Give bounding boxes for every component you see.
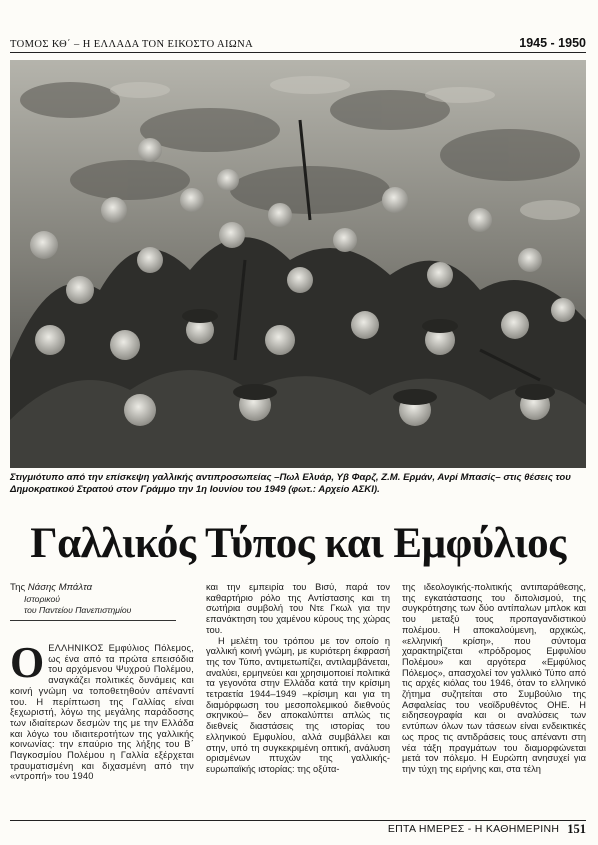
paragraph: και την εμπειρία του Βισύ, παρά τον καθαρτήριο ρόλο της Αντίστασης και τη σωτήρια συμβολή του Ντε Γκωλ για την επανάκτηση του χαμένου κύρους της χώρας του. xyxy=(206,582,390,635)
running-footer xyxy=(10,820,586,835)
byline xyxy=(10,582,194,594)
byline-prefix: Της xyxy=(10,582,28,593)
author-title-1: Ιστορικού xyxy=(24,594,60,604)
lead-text: ΕΛΛΗΝΙΚΟΣ Εμφύλιος Πόλεμος, ως ένα από τα πρώτα επεισόδια του αρχόμενου Ψυχρού Πολέμου, αναγκάζει πολιτικές δυνάμεις και κοινή γνώμη να τοποθετηθούν απέναντί του. Η περίπτωση της Γαλλίας είναι ξεχωριστή, λόγω της μεγάλης παράδοσης των ιδιαίτερων δεσμών της με την Ελλάδα και λόγω του ιδιαιτεροτήτων της γαλλικής κοινωνίας: την επαύριο της λήξης του Β΄ Παγκοσμίου Πολέμου η Γαλλία εξέρχεται τραυματισμένη και διχασμένη από την «ντροπή» του 1940 xyxy=(10,643,194,782)
period-years: 1945 - 1950 xyxy=(519,36,586,50)
article-headline: Γαλλικός Τύπος και Εμφύλιος xyxy=(30,520,566,567)
column-3 xyxy=(402,582,586,818)
volume-title: ΤΟΜΟΣ ΚΘ΄ – Η ΕΛΛΑΔΑ ΤΟΝ ΕΙΚΟΣΤΟ ΑΙΩΝΑ xyxy=(10,39,254,50)
running-header xyxy=(10,36,586,53)
page-number: 151 xyxy=(567,822,586,836)
author-name: Νάσης Μπάλτα xyxy=(27,582,93,593)
drop-cap: Ο xyxy=(10,638,45,687)
column-1 xyxy=(10,582,194,818)
lead-paragraph xyxy=(10,638,194,782)
column-2 xyxy=(206,582,390,818)
article-body xyxy=(10,582,586,818)
author-title-2: του Παντείου Πανεπιστημίου xyxy=(24,605,132,615)
photo-illustration xyxy=(10,60,586,468)
paragraph: της ιδεολογικής-πολιτικής αντιπαράθεσης, της εγκατάστασης του διπολισμού, της συγκρότησης των δύο αντίπαλων μπλοκ και του μεταξύ τους προπαγανδιστικού πολέμου. Η αποκαλούμενη, αρχικώς, «ελληνική κρίση», που σύντομα χαρακτηρίζεται «πρόδρομος Εμφυλίου Πολέμου» και αργότερα «Εμφύλιος Πόλεμος», απασχολεί τον γαλλικό Τύπο από τις αρχές κιόλας του 1946, όταν το ελληνικό ζήτημα συζητείται στο Συμβούλιο της Ασφαλείας του νεοϊδρυθέντος ΟΗΕ. Η ειδησεογραφία και οι αναλύσεις των εντύπων όλων των τάσεων είναι ενδεικτικές ως προς τις αντιδράσεις τους απέναντι στη νέα τάξη πραγμάτων του διαμορφώνεται μετά τον πόλεμο. Η Ευρώπη ανησυχεί για την τύχη της ειρήνης και, στα τέλη xyxy=(402,582,586,774)
paragraph: Η μελέτη του τρόπου με τον οποίο η γαλλική κοινή γνώμη, με κυριότερη έκφρασή της τον Τύπο, αντιμετωπίζει, αντιλαμβάνεται, αναλύει, ερμηνεύει και χρησιμοποιεί πολιτικά τα γεγονότα στην Ελλάδα κατά την κρίσιμη τετραετία 1944–1949 –κρίσιμη και για τη διαμόρφωση του μεσοπολεμικού διεθνούς σκηνικού– δεν αποκαλύπτει απλώς τις διεθνείς διαστάσεις της ιστορίας του ελληνικού Εμφυλίου, αλλά συμβάλλει και στην, υπό τη συγκεκριμένη οπτική, ανάλυση ορισμένων πτυχών της γαλλικής-ευρωπαϊκής ιστορίας: της οξύτα- xyxy=(206,635,390,774)
photo-caption: Στιγμιότυπο από την επίσκεψη γαλλικής αντιπροσωπείας –Πωλ Ελυάρ, Υβ Φαρζ, Ζ.Μ. Ερμάν, Ανρί Μπασίς– στις θέσεις του Δημοκρατικού Στρατού στον Γράμμο την 1η Ιουνίου του 1949 (φωτ.: Αρχείο ΑΣΚΙ). xyxy=(10,472,571,495)
byline-divider xyxy=(10,620,176,621)
publication-name: ΕΠΤΑ ΗΜΕΡΕΣ - Η ΚΑΘΗΜΕΡΙΝΗ xyxy=(387,823,560,835)
group-photo xyxy=(10,60,586,468)
